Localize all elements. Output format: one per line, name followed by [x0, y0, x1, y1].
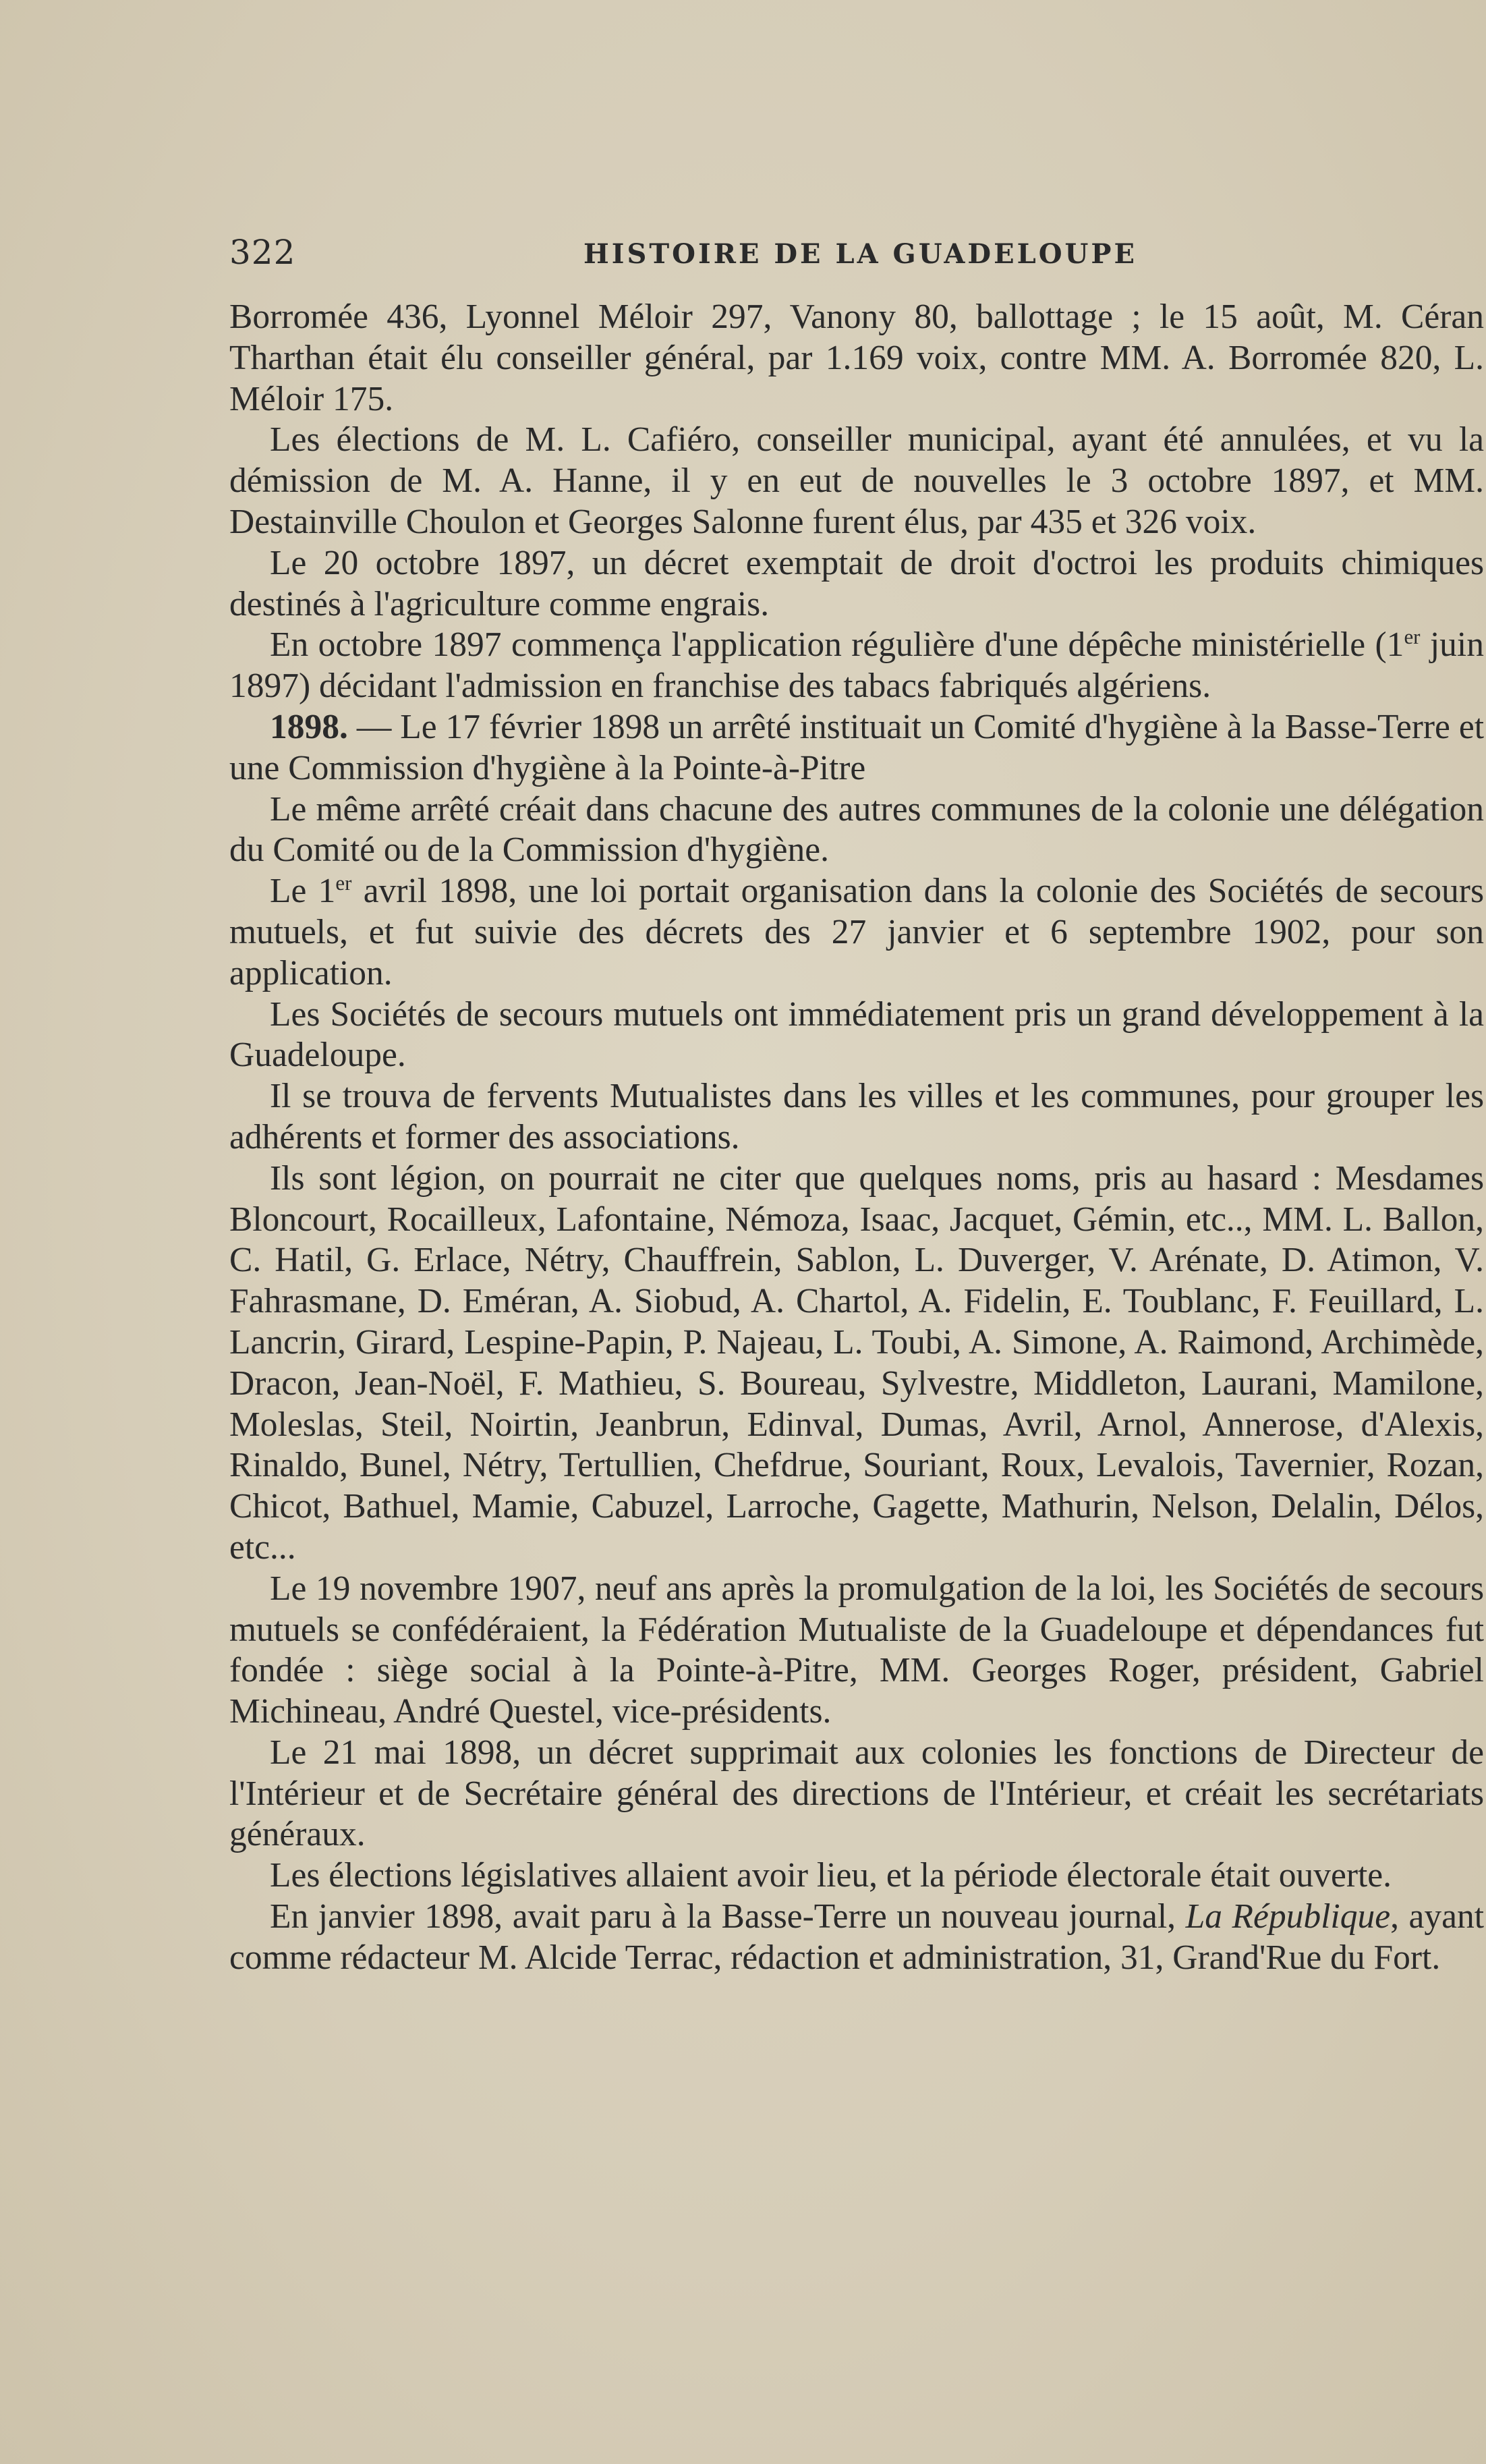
superscript: er: [335, 871, 352, 895]
paragraph: [229, 789, 1484, 872]
paragraph-text: Ils sont légion, on pourrait ne citer que quelques noms, pris au hasard : Mesdames Bloncourt, Rocailleux, Lafontaine, Némoza, Isaac, Jacquet, Gémin, etc.., MM. L. Ballon, C. Hatil, G. Erlace, Nétry, Chauffrein, Sablon, L. Duverger, V. Arénate, D. Atimon, V. Fahrasmane, D. Eméran, A. Siobud, A. Chartol, A. Fidelin, E. Toublanc, F. Feuillard, L. Lancrin, Girard, Lespine-Papin, P. Najeau, L. Toubi, A. Simone, A. Raimond, Archimède, Dracon, Jean-Noël, F. Mathieu, S. Boureau, Sylvestre, Middleton, Laurani, Mamilone, Moleslas, Steil, Noirtin, Jeanbrun, Edinval, Dumas, Avril, Arnol, Annerose, d'Alexis, Rinaldo, Bunel, Nétry, Tertullien, Chefdrue, Souriant, Roux, Levalois, Tavernier, Rozan, Chicot, Bathuel, Mamie, Cabuzel, Larroche, Gagette, Mathurin, Nelson, Delalin, Délos, etc...: [229, 1158, 1484, 1567]
paragraph-text: Les Sociétés de secours mutuels ont immédiatement pris un grand développement à la Guadeloupe.: [229, 995, 1484, 1075]
paragraph-text: avril 1898, une loi portait organisation dans la colonie des Sociétés de secours mutuels, et fut suivie des décrets des 27 janvier et 6 septembre 1902, pour son application.: [229, 872, 1484, 992]
paragraph-text: juin 1897) décidant l'admission en franchise des tabacs fabriqués algériens.: [229, 625, 1484, 706]
paragraph-text: Il se trouva de fervents Mutualistes dans les villes et les communes, pour grouper les adhérents et former des associations.: [229, 1077, 1484, 1156]
paragraph: [229, 1855, 1484, 1897]
newspaper-title: La République: [1185, 1897, 1391, 1936]
paragraph: [229, 543, 1484, 625]
superscript: er: [1404, 625, 1421, 649]
paragraph-text: Le 1: [270, 872, 336, 911]
paragraph-text: En janvier 1898, avait paru à la Basse-Terre un nouveau journal,: [270, 1897, 1186, 1936]
running-head: HISTOIRE DE LA GUADELOUPE: [583, 238, 1137, 270]
paragraph: [229, 1897, 1484, 1979]
paragraph: [229, 1733, 1484, 1855]
year-heading: 1898.: [270, 707, 348, 746]
paragraph: [229, 420, 1484, 542]
paragraph: [229, 871, 1484, 994]
paragraph-text: Les élections législatives allaient avoir lieu, et la période électorale était ouverte.: [270, 1856, 1392, 1895]
paragraph-text: En octobre 1897 commença l'application régulière d'une dépêche ministérielle (1: [270, 625, 1404, 665]
paragraph: [229, 1158, 1484, 1569]
paragraph-text: Le 19 novembre 1907, neuf ans après la promulgation de la loi, les Sociétés de secours mutuels se confédéraient, la Fédération Mutualiste de la Guadeloupe et dépendances fut fondée : siège social à la Pointe-à-Pitre, MM. Georges Roger, président, Gabriel Michineau, André Questel, vice-présidents.: [229, 1569, 1484, 1731]
paragraph-text: , ayant comme rédacteur M. Alcide Terrac, rédaction et administration, 31, Grand'Rue du Fort.: [229, 1897, 1485, 1977]
body-text: [229, 297, 1484, 1979]
paragraph: [229, 1076, 1484, 1158]
paragraph: [229, 707, 1484, 789]
paragraph-text: Le même arrêté créait dans chacune des autres communes de la colonie une délégation du Comité ou de la Commission d'hygiène.: [229, 789, 1484, 870]
paragraph: [229, 1569, 1484, 1733]
paragraph-text: — Le 17 février 1898 un arrêté instituait un Comité d'hygiène à la Basse-Terre et une Commission d'hygiène à la Pointe-à-Pitre: [229, 707, 1484, 787]
page-header: [229, 233, 1437, 280]
page-number: 322: [229, 233, 296, 272]
paragraph-text: Les élections de M. L. Cafiéro, conseiller municipal, ayant été annulées, et vu la démission de M. A. Hanne, il y en eut de nouvelles le 3 octobre 1897, et MM. Destainville Choulon et Georges Salonne furent élus, par 435 et 326 voix.: [229, 420, 1484, 541]
paragraph: [229, 625, 1484, 707]
paragraph: [229, 297, 1484, 420]
paragraph-text: Le 20 octobre 1897, un décret exemptait de droit d'octroi les produits chimiques destinés à l'agriculture comme engrais.: [229, 543, 1484, 623]
paragraph-text: Le 21 mai 1898, un décret supprimait aux colonies les fonctions de Directeur de l'Intérieur et de Secrétaire général des directions de l'Intérieur, et créait les secrétariats généraux.: [229, 1733, 1484, 1854]
paragraph-text: Borromée 436, Lyonnel Méloir 297, Vanony 80, ballottage ; le 15 août, M. Céran Tharthan était élu conseiller général, par 1.169 voix, contre MM. A. Borromée 820, L. Méloir 175.: [229, 298, 1484, 418]
paragraph: [229, 995, 1484, 1077]
